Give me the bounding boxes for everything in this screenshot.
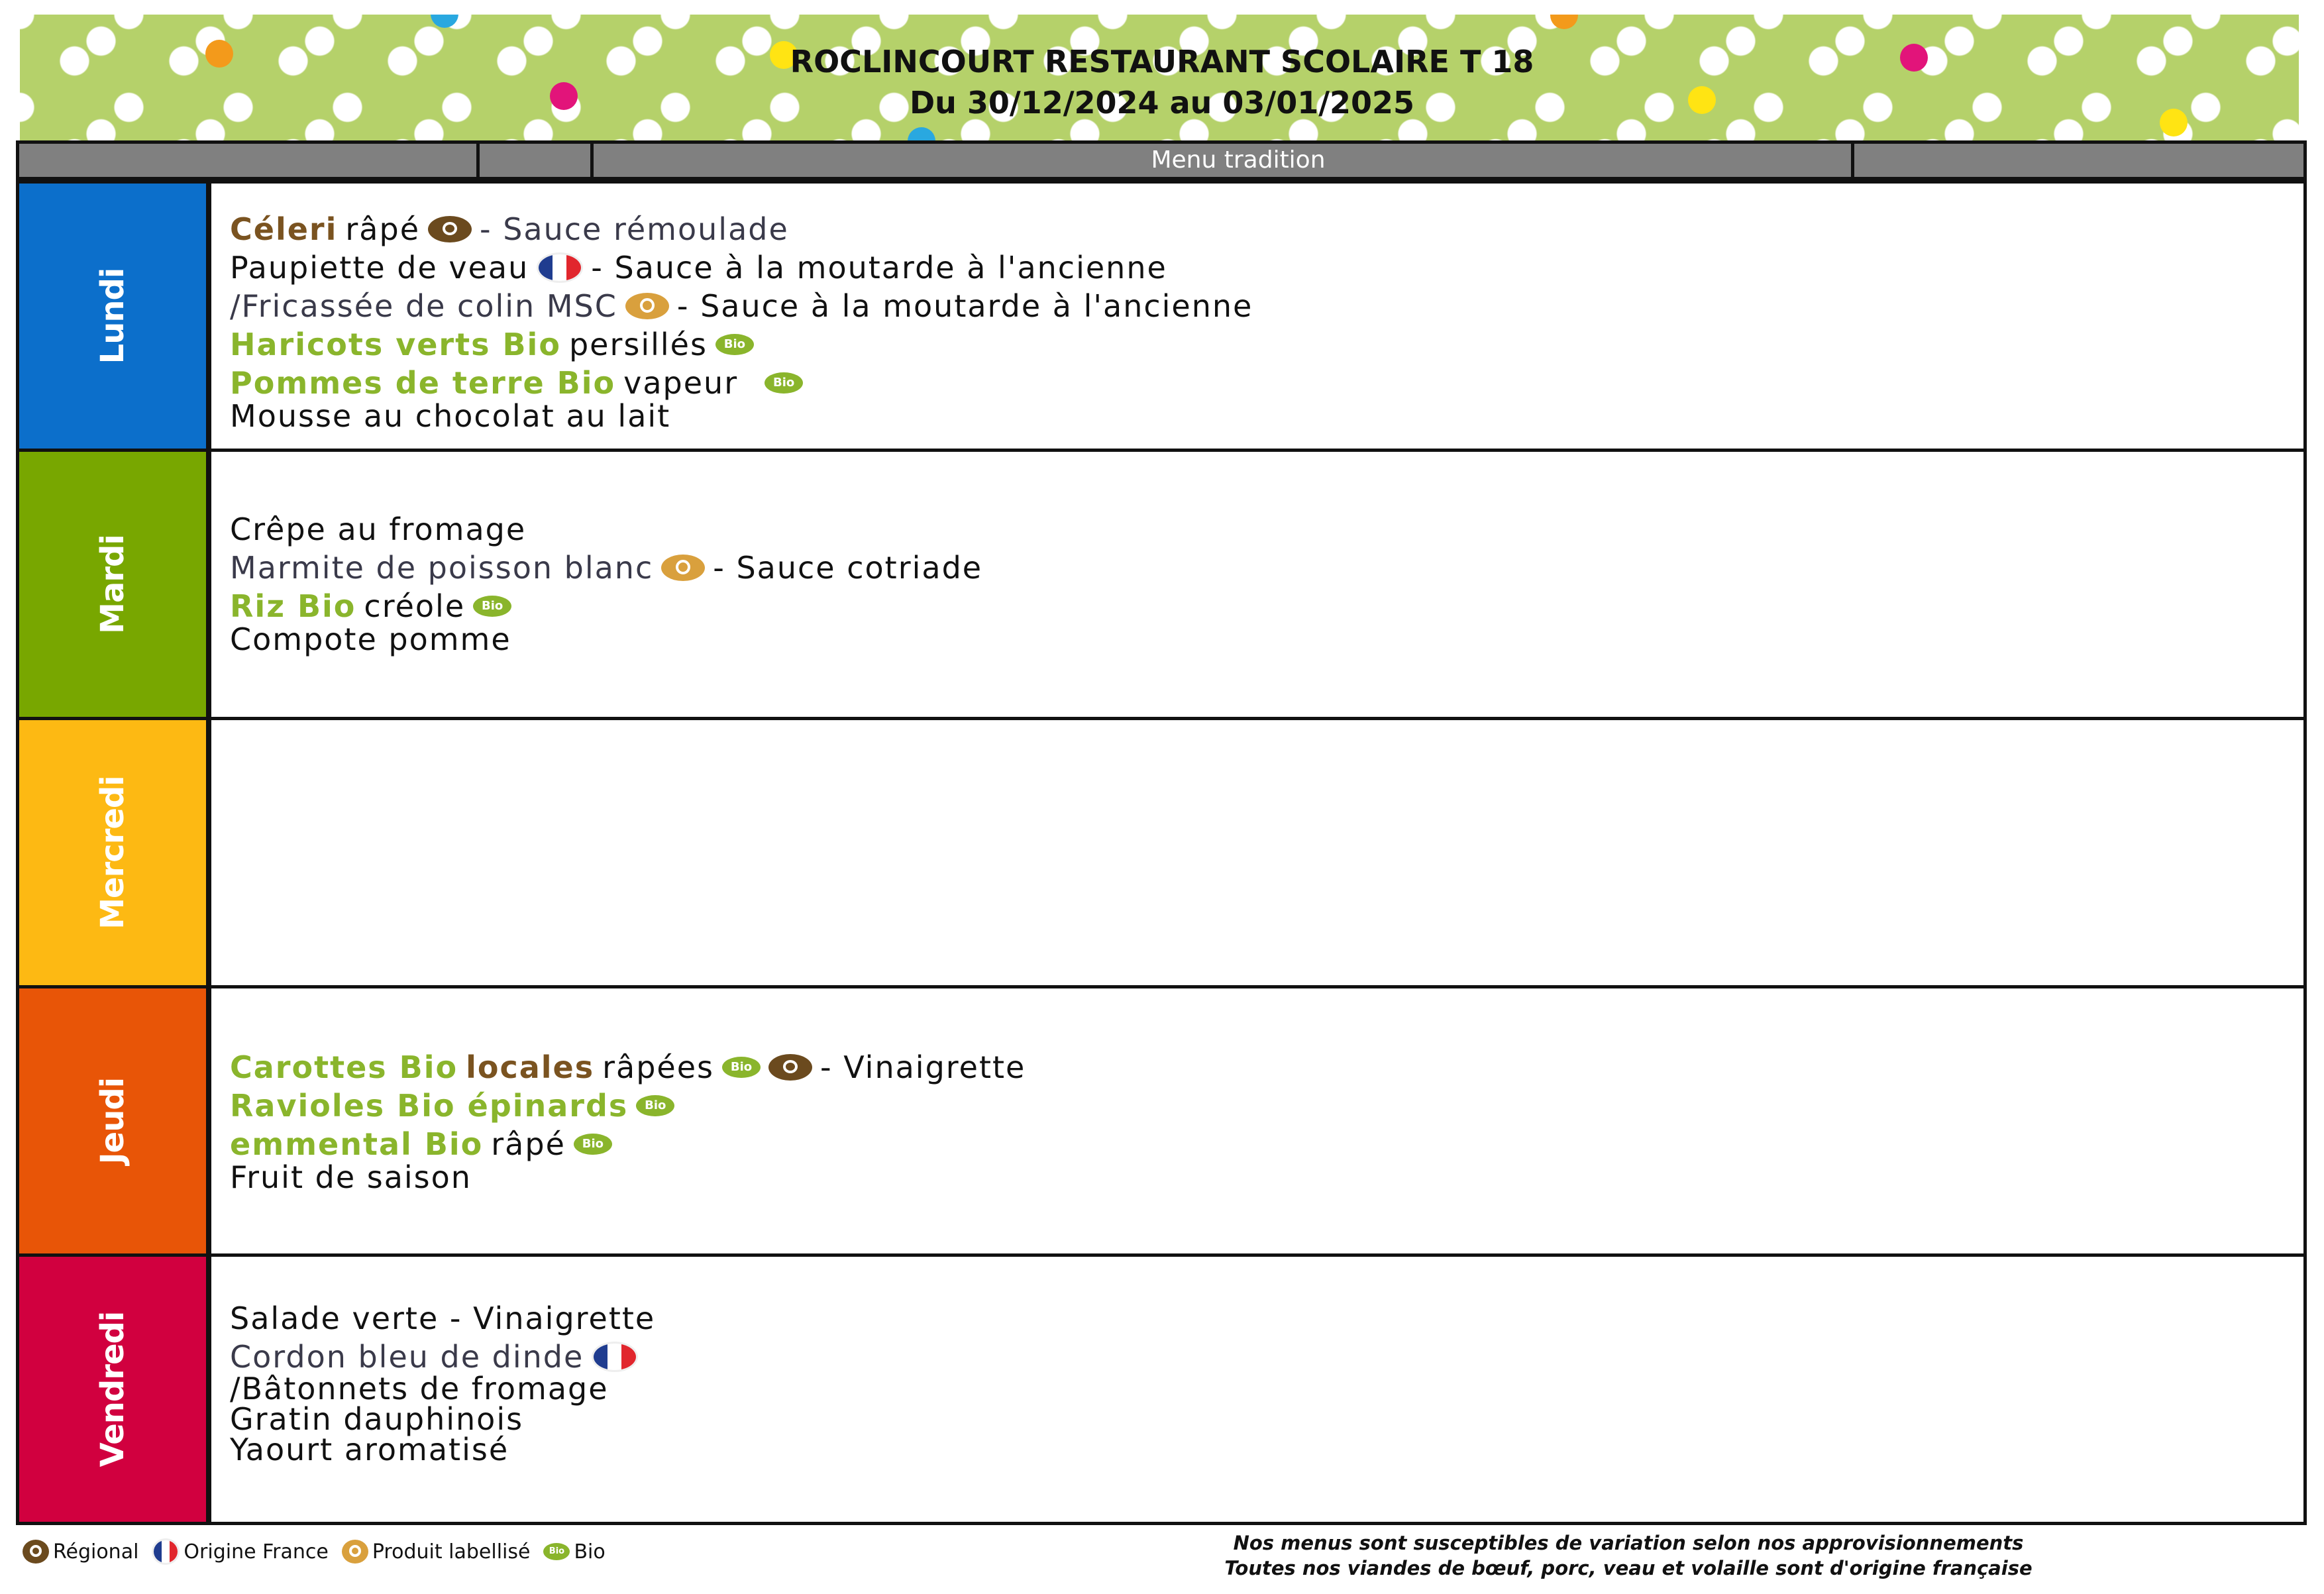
menu-line [230, 1088, 674, 1124]
menu-text-bio: Ravioles Bio épinards [230, 1088, 629, 1124]
menu-text-bio: Carottes Bio [230, 1049, 458, 1085]
legend-label: Origine France [184, 1540, 329, 1564]
menu-text: - Sauce à la moutarde à l'ancienne [676, 288, 1253, 324]
menu-line [230, 511, 526, 547]
legend-label: Bio [574, 1540, 606, 1564]
menu-line [230, 1159, 472, 1195]
menu-line [230, 588, 511, 624]
column-header-bar [16, 140, 2307, 180]
day-row-mardi [16, 449, 2307, 720]
menu-text-bio: Haricots verts Bio [230, 327, 561, 362]
regional-icon [768, 1054, 812, 1081]
menu-text: Yaourt aromatisé [230, 1432, 509, 1467]
menu-text-bio: Riz Bio [230, 588, 356, 624]
label-quality-icon [661, 555, 705, 581]
day-cell-jeudi [19, 988, 211, 1253]
day-label: Vendredi [94, 1311, 131, 1467]
menu-line [230, 288, 1253, 324]
menu-text: persillés [568, 327, 708, 362]
menu-line [230, 1301, 655, 1336]
france-flag-icon [152, 1538, 180, 1565]
regional-icon [428, 216, 472, 242]
legend-item-bio [543, 1540, 605, 1564]
menu-line [230, 1126, 612, 1162]
menu-line [230, 365, 803, 401]
menu-text: Salade verte - Vinaigrette [230, 1301, 656, 1336]
note-variation: Nos menus sont susceptibles de variation selon nos approvisionnements [1233, 1532, 2024, 1554]
menu-text-bio: emmental Bio [230, 1126, 484, 1162]
menu-text: Mousse au chocolat au lait [230, 398, 671, 434]
menu-text: râpé [345, 211, 420, 247]
day-cell-vendredi [19, 1257, 211, 1522]
menu-line [230, 211, 789, 247]
menu-text: Gratin dauphinois [230, 1401, 524, 1437]
menu-content [230, 184, 2303, 449]
legend-label: Régional [53, 1540, 139, 1564]
regional-icon [23, 1540, 49, 1564]
menu-text: vapeur [623, 365, 739, 401]
confetti-dot [908, 127, 935, 140]
day-cell-lundi [19, 184, 211, 449]
bio-icon: Bio [765, 372, 803, 394]
page-title [0, 41, 2324, 123]
menu-line [230, 1339, 638, 1375]
day-cell-mercredi [19, 720, 211, 985]
menu-line [230, 1432, 509, 1467]
bio-icon: Bio [715, 334, 754, 355]
menu-text-bio: Pommes de terre Bio [230, 365, 616, 401]
menu-tradition-label: Menu tradition [1151, 146, 1326, 174]
menu-text: - Sauce cotriade [713, 550, 983, 586]
bio-icon: Bio [574, 1134, 612, 1155]
legend-label: Produit labellisé [372, 1540, 531, 1564]
day-label: Jeudi [94, 1077, 131, 1165]
restaurant-title: ROCLINCOURT RESTAURANT SCOLAIRE T 18 [790, 44, 1534, 80]
menu-text: Paupiette de veau [230, 250, 529, 286]
menu-text: Cordon bleu de dinde [230, 1339, 584, 1375]
legend-item-regional [23, 1540, 138, 1564]
bio-icon: Bio [543, 1543, 570, 1560]
confetti-dot [431, 15, 458, 28]
legend-item-france [152, 1538, 328, 1565]
menu-text: - Sauce à la moutarde à l'ancienne [591, 250, 1167, 286]
day-label: Lundi [94, 268, 131, 364]
menu-text: Marmite de poisson blanc [230, 550, 654, 586]
day-row-vendredi [16, 1253, 2307, 1525]
label-quality-icon [342, 1540, 368, 1564]
day-row-lundi [16, 180, 2307, 452]
day-row-mercredi [16, 717, 2307, 988]
legend [23, 1538, 616, 1565]
menu-text-regional: locales [466, 1049, 595, 1085]
menu-text: Fruit de saison [230, 1159, 472, 1195]
menu-text: Compote pomme [230, 621, 511, 657]
label-quality-icon [625, 293, 669, 319]
menu-line [230, 1049, 1026, 1085]
menu-line [230, 621, 511, 657]
bio-icon: Bio [636, 1095, 674, 1116]
menu-text: Crêpe au fromage [230, 511, 527, 547]
menu-line [230, 327, 754, 362]
menu-content [230, 1257, 2303, 1522]
menu-line [230, 250, 1167, 286]
menu-text: - Sauce rémoulade [480, 211, 789, 247]
note-origin: Toutes nos viandes de bœuf, porc, veau et volaille sont d'origine française [1224, 1557, 2033, 1579]
menu-content-empty [230, 720, 2303, 985]
france-flag-icon [592, 1342, 638, 1372]
menu-line [230, 398, 670, 434]
bio-icon: Bio [722, 1057, 761, 1078]
menu-text: - Vinaigrette [820, 1049, 1026, 1085]
confetti-dot [1550, 15, 1578, 29]
menu-text: créole [364, 588, 466, 624]
france-flag-icon [537, 252, 583, 283]
menu-content [230, 988, 2303, 1253]
menu-line [230, 550, 982, 586]
header-separator [476, 144, 480, 177]
header-separator [590, 144, 594, 177]
day-label: Mardi [94, 535, 131, 634]
legend-item-label [342, 1540, 531, 1564]
menu-content [230, 452, 2303, 717]
menu-text: râpé [491, 1126, 566, 1162]
bio-icon: Bio [473, 596, 511, 617]
menu-text: /Bâtonnets de fromage [230, 1371, 609, 1407]
menu-text-regional: Céleri [230, 211, 338, 247]
day-cell-mardi [19, 452, 211, 717]
menu-text: /Fricassée de colin MSC [230, 288, 617, 324]
date-range: Du 30/12/2024 au 03/01/2025 [909, 85, 1415, 121]
menu-text: râpées [602, 1049, 714, 1085]
day-label: Mercredi [94, 776, 131, 930]
footer-notes [1132, 1530, 2125, 1581]
day-row-jeudi [16, 985, 2307, 1257]
